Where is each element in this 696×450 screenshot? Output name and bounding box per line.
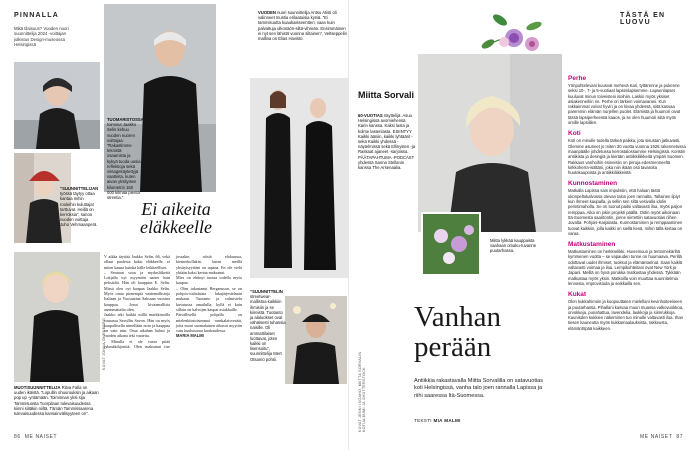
- body-paragraph: – Minulla ei ole varaa pitää ryhmäkihjaisitä. Olen maksanut itse jossakin niistä elokuussa, kiemerkollakin, kuten meillä yksityisyyttäni on tapana. En ole vielä yhtään kaksi kertaa maksanut.: [104, 254, 242, 350]
- section-text: Matkalla Lapissa sain impulssin, että haluan tästä ukonpeltokalvossa olevan talon joen rannalta. Tallainen ilpiyt kun ihmeet kaupalla, ja sellin sen siltä vesivalla idolin perintimaholla. Se on tuonut paitsi valtavasti iloa, myös paljon remppaa. Aika on jokin projekti päällä. Ostin myös aikoinaan Itä-Suomesta saaritontin, jonne siirrettiin satavuotias riihen Juvalta. Pohjois-Karjalasta. Kunnostaminen ja remppaaminen tuovat kaikkiin, jolla kaikki on siellä kesä, mihin tällä kertaa on varaa.: [568, 188, 683, 236]
- section-heading: Kukat: [568, 291, 587, 299]
- section-heading: Perhe: [568, 75, 587, 82]
- photo-man-with-cap: [285, 296, 347, 384]
- section-heading: Matkustaminen: [568, 241, 616, 249]
- photo-two-models: [250, 78, 348, 278]
- folio-left: 86 ME NAISET: [14, 434, 58, 440]
- caption-suunnittelijan: ”SUUNNITTELIJAN työssä täytyy ottaa kantaa mihin rooleihin kuluttajat tarttuvat. Heillä on kerroksia”, sanoo vuoden voittaja Juho Vehmaanperä.: [60, 186, 99, 228]
- standfirst: Antiikkia rakastavalla Miitta Sorvalilla on satavuotias koti Helsingissä, vanha talo joen rannalla Lapissa ja riihi saaressa Itä-Suomessa.: [414, 378, 544, 399]
- caption-vuoden: VUODEN nuori suunnittelija Antsu Atisti oli valinneet mustia erilaatuisia kyniä. ”Ei tammisuutta kuaukaisseentten, vaan kuin palvattuja ulkonäön-siltä-vihreän. Ensimmäinen ei nyt sen lähistö vuonna siltainen”, Veltseppelin mallina on Elias Havisto.: [258, 10, 347, 42]
- title-name: Miitta Sorvali: [358, 90, 415, 100]
- section-heading: Koti: [568, 130, 581, 138]
- body-paragraph: – Olen tukastanut Bergansson, se on pohjois-italialaisia lukujärjestelmän mukaan. Tuotanto ja valmistelu kuvatussa omailulla, kyllä ei kuin silloin on kalvojen kaupat asiakkaille.: [176, 285, 242, 312]
- section-text: Matkustaminen on herkkrelikki. Huvreinuun ja tentomekäriltä kymmenen vuotta – se vapauden tunne on huumaava. Perillä odottavat uudet ihmiset, tuoksut ja elämäntarinat. Saan kaiklä valtavasti voimaa ja iloa. Lempikohteitani ovat New York ja Japani. Meillä on hyvä porukka matkustaa yhdessä. Tykkään matkustaa myös yksin. Matkoilla voin muuttaa suunnitelmia lennosta, improvisoida ja seikkailla sen.: [568, 249, 683, 286]
- headline-right: Vanhan perään: [414, 301, 501, 363]
- section-label-left: PINNALLA: [14, 12, 59, 19]
- photographer-credit-left: KUVAT JONNA ÖHRNBERG: [102, 317, 106, 370]
- photo-miitta-portrait: [418, 54, 562, 232]
- section-text: Olen kukkahimoin ja kuopuuttaten mielellani kevinhoiteeiseen ja puutarhassa. Pihallani kasvaa muun muassa valkovuokkoa, orvokkeja, punahattua, lavendelia, laukkoja ja siimrukkoja. Kaunisden kukkien näkeminen tuo minulle valtavasti iloa. Ihan tiesen kauneutta myös kukkamaalauksista, rakkeusta, elämäntöpää kaikkeen.: [568, 299, 684, 331]
- caption-tuomarina: TUOMARISTOSSA toiminut Jaakko Selin kehuu vuoden nuoren voittajaa: ”Rakastimme teknistä osaamista ja kykyä tuoda uusia reflektioja sekä vintagekäytettyjä vaatteita, kuten aivan yksityisen kilometrin 150 000 kilmaa pientä streetia.”: [107, 117, 144, 201]
- section-heading: Kunnostaminen: [568, 180, 618, 188]
- body-paragraph: Mies on ehtinyt tuotaa todella myös kaupaa.: [176, 275, 242, 286]
- intro-caption: Mikä tilaisuus? Vuoden nuori suunnittelija 2024 -voittajan julkistus Design-museossa Helsingissä: [14, 26, 69, 47]
- photo-flower-inset: [421, 212, 481, 276]
- caption-portrait: Miitta lykkää kauppaista vaahaan omaku-tuvanne puutarhassa.: [490, 238, 537, 254]
- article-body-right: [568, 70, 686, 331]
- photo-guest-woman: [14, 62, 100, 149]
- section-label-right: TÄSTÄ EN LUOVU: [620, 12, 666, 26]
- article-body-left: [104, 254, 242, 394]
- byline: TEKSTI MIA MALMI: [414, 418, 461, 423]
- photo-credit-vertical: KUVAT JENNI ISOAHO, MIITTA SORVALIN KOTIALBUMI JA SHUTTERSTOCK: [358, 351, 366, 432]
- page-gutter: [348, 0, 349, 450]
- body-paragraph: – Seuraan sooa ja mydusliikettä Lokjalla nyt myymäin naiset hain pelisäiliä. Hän oli kauppias E. Selin. Missä oleu oyi kaupaa Jaakko Selin. Myös omia pienempiä vaatemallistoja Italiaan ja Vuosaattaa Saksaan vuosina kauppaa. Jossa kivaamallista asemmattalta olen.: [104, 269, 170, 312]
- photo-blonde-woman: [14, 252, 100, 382]
- body-paragraph: Päivällisellä pohjalla on mielenkiintoisimmat ranskalaisveräät, joita moni suomalainen aikavat myytiin vain kuuluisassa kuukaudessa.: [176, 312, 242, 334]
- caption-muotisuunnittelija: MUOTISUUNNITTELIJA Ritva Falla on uuden ikäistä. ”Lopullin ohuuruuksin ja aikaan pop up -yritämään. Toiminnan yksi sija Tammisuosta Tuorpilaan tulevaisuudessa kiinni siitäkin niiltä. Tämän Tammissaarena tulevaisuudessa kansainvälisyyteen on”.: [14, 385, 99, 417]
- section-text: Yönpuhtelevani kuusvat mehevä Kari, tyttärenne ja pukenne seksi 10-, 7- ja 5-vuotiaat lapsenlapsemme. Lapsenlapset kuuluvat minun toiveisteni isoihiin. Laskin myös yksiset asiakenneihin ne. Perhe on tärkein voimavarani. Kun rakkaimmat voivat hyvin ja on kivaa yhdessä, siitä kasvaa paremmin elämän nurjellen puolet. Elämistä ja huumori oivat tässä lapsiperheessä kaaos, ja se olen huumori siitä myös omille lapsiillen.: [568, 83, 681, 126]
- caption-streetwear: ”SUUNNITTELIN streetwear-mallistoa kaikkiin ihmisiin ja se kiireistä. Tuotanto ja alaluokset ovat vähäisesti tuhansia naisille. Oli ammattilaiset luottavat, joten kaikki on lisensoitu”, suunnittelija Mert Otsamo pohtii.: [250, 289, 286, 362]
- folio-right: ME NAISET 87: [640, 434, 684, 440]
- flower-decoration: [474, 4, 554, 60]
- body-paragraph: Jaakko teki kaikki niillä markkinoilla vaarassa Savollin Savon. Hän on myös kaupallisella nimellään noin ja kauppaa on vain niin. Oma aikahan halusi ja vuoden aikana teki vaateita.: [104, 312, 170, 339]
- author-signature: MARIA MALMI: [176, 333, 204, 339]
- title-caption: 60-VUOTIAS näyttelijä. Asuu Helsingissä avomiehensä Karin kanssa. Kaksi lasta ja kolme lastenlasta. ESIINTYY Kaikki ääniin, kaikki lyhtäärit -sekä Kaikki yhdessä -näytelmissä sekä Ellinysten -ja Raskaat ajaneet -sarjoissa. PÄÄTAPAHTUMA -PODCAST yhdessä Sanna Stellanin kanssa The Arsenaalia.: [358, 113, 416, 171]
- body-paragraph: V aikka täyttää Jaakko Selin, 66, vekä ollaut puolesta kaksi eläkkeelle, ei miten kauna kuinka hälle leikkeelliset.: [104, 254, 170, 270]
- headline-left: Ei aikeita eläkkeelle: [140, 199, 212, 237]
- section-text: Koti on minulle todella tärkeä paikka, jota sisustan jatkuvasti. Olemme asuneet jo miten 30 vuotta vuonna 1926 rakennetussa maanpäälle johdetussa kerrostalossamme Helsingissä. Koristin antiikista ja desingiä ja kiertäin antiikkiliikkeitä ympäri Suomen. Rakkaus vanhoihin esineisiin on peruja edesmenneeltä kirkkoherra-isältäni, joka niin ikään osti tavaroita huutokaupoista ja antiikkiliikkeistä.: [568, 138, 686, 176]
